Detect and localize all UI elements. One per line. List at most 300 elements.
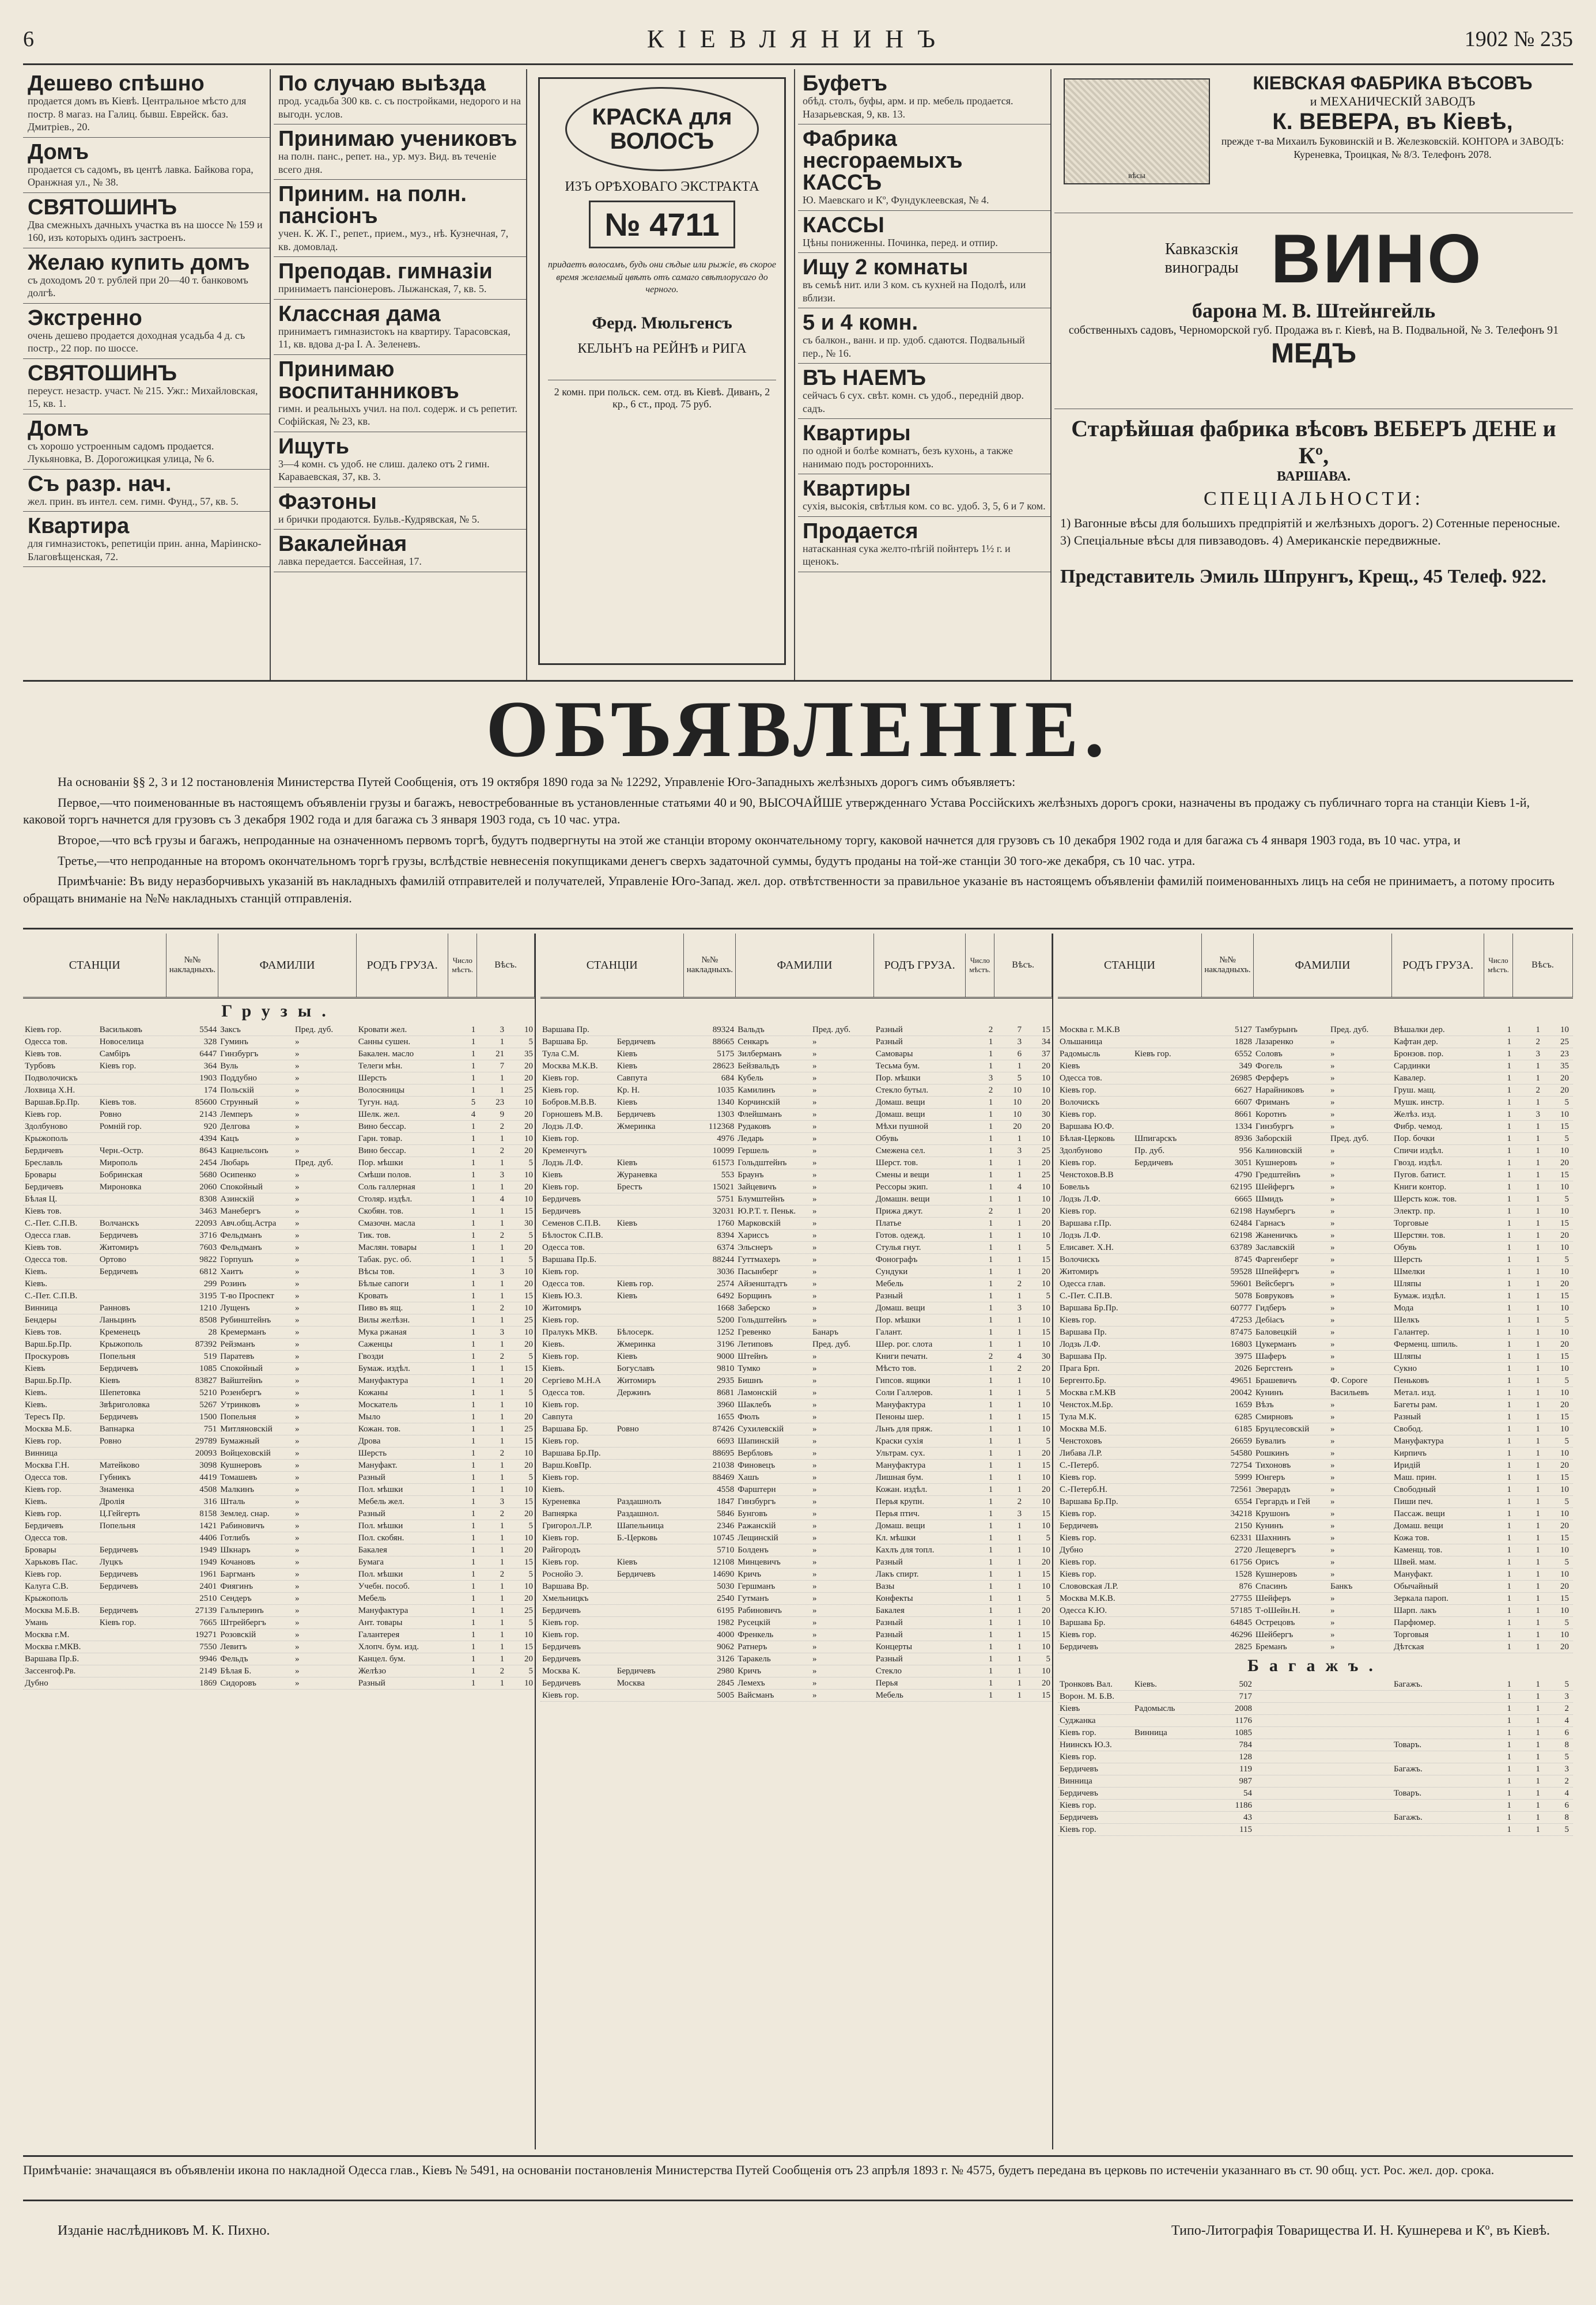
receiver: » <box>812 1146 817 1155</box>
weight-pud: 1 <box>500 1279 505 1288</box>
receiver: Пред. дуб. <box>812 1025 851 1034</box>
weight-funt: 5 <box>528 1388 533 1397</box>
weight-funt: 10 <box>1041 1316 1050 1325</box>
ad-text: гимн. и реальныхъ учил. на пол. содерж. и съ репетит. Софійская, № 23, кв. <box>278 402 517 427</box>
table-row <box>23 1641 535 1653</box>
receiver: » <box>294 1654 300 1664</box>
table-row <box>1058 1751 1573 1763</box>
scales-sub: и МЕХАНИЧЕСКІЙ ЗАВОДЪ <box>1310 94 1476 108</box>
weight-pud: 1 <box>500 1243 505 1252</box>
places-count: 1 <box>988 1061 993 1071</box>
table-row <box>23 1460 535 1472</box>
station-destination <box>1133 1629 1202 1641</box>
sender: Кочановъ <box>220 1558 255 1567</box>
ad-item <box>798 419 1050 474</box>
waybill-number: 5999 <box>1235 1473 1252 1482</box>
places-count: 1 <box>471 1146 476 1155</box>
printer: Типо-Литографія Товарищества И. Н. Кушнерева и Кº, въ Кіевѣ. <box>1171 2223 1550 2238</box>
sender: Польскій <box>220 1086 254 1095</box>
waybill-number: 1210 <box>199 1303 217 1313</box>
cargo-type: Перья крупн. <box>875 1497 925 1506</box>
weight-funt: 2 <box>1564 1704 1569 1713</box>
weight-pud: 1 <box>1017 1158 1022 1167</box>
weight-pud: 1 <box>1536 1316 1540 1325</box>
table-row <box>23 1072 535 1085</box>
weight-pud: 1 <box>1017 1618 1022 1627</box>
waybill-number: 2060 <box>199 1182 217 1192</box>
table-row <box>540 1423 1052 1435</box>
receiver: » <box>1330 1533 1335 1543</box>
places-count: 1 <box>471 1497 476 1506</box>
weight-pud: 2 <box>500 1303 505 1313</box>
station-destination: Бердичевъ <box>99 1412 138 1422</box>
places-count: 1 <box>988 1170 993 1180</box>
weight-pud: 1 <box>1536 1388 1540 1397</box>
weight-funt: 25 <box>524 1316 533 1325</box>
weight-pud: 1 <box>1536 1582 1540 1591</box>
station-departure: Кіевъ гор. <box>1060 1630 1096 1639</box>
station-destination <box>1133 1641 1202 1653</box>
station-destination: Вапнарка <box>99 1424 135 1434</box>
station-departure: Винница <box>25 1303 58 1313</box>
station-departure: Савпута <box>542 1412 573 1422</box>
waybill-number: 9822 <box>199 1255 217 1264</box>
sender: Заборскій <box>1255 1134 1292 1143</box>
cargo-type: Обувь <box>875 1134 899 1143</box>
sender: Вальдъ <box>738 1025 765 1034</box>
announcement-p2: Первое,—что поименованные въ настоящемъ объявленіи грузы и багажъ, невостребованные въ установленные статьями 40 и 90, ВЫСОЧАЙШЕ утвержденнаго Устава Россійскихъ желѣзныхъ дорогъ сроки, назначены въ продажу съ публичнаго торга на станціи Кіевъ 1-й, каковой торгъ начнется для грузовъ съ 3 декабря 1902 года и для багажа съ 3 января 1903 года, съ 10 час. утра. <box>23 795 1530 827</box>
table-row <box>23 1556 535 1569</box>
weight-funt: 5 <box>528 1473 533 1482</box>
honey: МЕДЪ <box>1271 338 1356 369</box>
station-departure: Умань <box>25 1618 48 1627</box>
weight-pud: 1 <box>500 1376 505 1385</box>
weight-funt: 10 <box>524 1134 533 1143</box>
ads-column-3 <box>530 69 795 680</box>
places-count: 1 <box>1507 1412 1511 1422</box>
places-count: 1 <box>1507 1424 1511 1434</box>
station-destination <box>615 1230 684 1241</box>
table-row <box>23 1339 535 1351</box>
sender: Гольдштейнъ <box>738 1158 787 1167</box>
waybill-number: 1085 <box>1235 1728 1252 1737</box>
weight-pud: 1 <box>1536 1207 1540 1216</box>
receiver: » <box>812 1110 817 1119</box>
receiver: » <box>1330 1412 1335 1422</box>
waybill-number: 1421 <box>199 1521 217 1531</box>
waybill-number: 64845 <box>1230 1618 1252 1627</box>
header-cargo: РОДЪ ГРУЗА. <box>1392 934 1484 997</box>
weight-pud: 1 <box>500 1207 505 1216</box>
places-count: 1 <box>471 1654 476 1664</box>
places-count: 1 <box>988 1340 993 1349</box>
weight-pud: 1 <box>1536 1449 1540 1458</box>
places-count: 1 <box>471 1243 476 1252</box>
station-departure: Бердичевъ <box>542 1207 581 1216</box>
announcement-p1: На основаніи §§ 2, 3 и 12 постановленія Министерства Путей Сообщенія, отъ 19 октября 1890 года за № 12292, Управленіе Юго-Западныхъ желѣзныхъ дорогъ симъ объявляетъ: <box>58 774 1016 789</box>
cargo-type: Учебн. пособ. <box>358 1582 410 1591</box>
ad-item <box>23 69 270 138</box>
issue-number: 1902 № 235 <box>1464 27 1573 51</box>
weight-funt: 25 <box>1041 1146 1050 1155</box>
waybill-number: 4406 <box>199 1533 217 1543</box>
weight-pud: 1 <box>1017 1231 1022 1240</box>
station-departure: Бердичевъ <box>542 1679 581 1688</box>
station-departure: Бреславль <box>25 1158 63 1167</box>
waybill-number: 364 <box>203 1061 217 1071</box>
station-departure: Бердичевъ <box>542 1195 581 1204</box>
weight-pud: 1 <box>1536 1789 1540 1798</box>
weight-funt: 15 <box>1041 1570 1050 1579</box>
places-count: 1 <box>1507 1642 1511 1652</box>
sender: Кунинъ <box>1255 1388 1284 1397</box>
weight-funt: 20 <box>524 1074 533 1083</box>
waybill-number: 54580 <box>1230 1449 1252 1458</box>
weight-pud: 10 <box>1013 1086 1022 1095</box>
page-number: 6 <box>23 27 34 51</box>
table-row <box>540 1314 1052 1327</box>
places-count: 1 <box>1507 1546 1511 1555</box>
waybill-number: 5544 <box>199 1025 217 1034</box>
places-count: 1 <box>1507 1473 1511 1482</box>
table-row <box>540 1532 1052 1544</box>
weight-funt: 10 <box>524 1195 533 1204</box>
weight-pud: 1 <box>500 1340 505 1349</box>
sender: Азинскій <box>220 1195 255 1204</box>
places-count: 1 <box>1507 1255 1511 1264</box>
places-count: 1 <box>1507 1049 1511 1059</box>
waybill-number: 3126 <box>717 1654 735 1664</box>
weight-funt: 10 <box>1041 1642 1050 1652</box>
sender: Камилинъ <box>738 1086 776 1095</box>
station-departure: Вапнярка <box>542 1509 577 1518</box>
places-count: 1 <box>1507 1497 1511 1506</box>
header-cargo: РОДЪ ГРУЗА. <box>874 934 966 997</box>
cargo-type: Разный <box>1394 1412 1421 1422</box>
receiver: » <box>1330 1074 1335 1083</box>
weight-pud: 2 <box>500 1146 505 1155</box>
cargo-type: Мебель <box>875 1279 903 1288</box>
table-row <box>1058 1788 1573 1800</box>
weight-pud: 1 <box>500 1533 505 1543</box>
table-row <box>1058 1399 1573 1411</box>
weight-funt: 15 <box>524 1642 533 1652</box>
cargo-type: Шерсть <box>358 1449 387 1458</box>
receiver: » <box>1330 1182 1335 1192</box>
ad-text: прод. усадьба 300 кв. с. съ постройками, недорого и на выгодн. услов. <box>278 95 521 120</box>
receiver: » <box>812 1618 817 1627</box>
table-row <box>1058 1242 1573 1254</box>
station-departure: Москва г.М. <box>25 1630 70 1639</box>
sender <box>1254 1703 1329 1714</box>
receiver: » <box>1330 1352 1335 1361</box>
station-departure: Волочискъ <box>1060 1255 1100 1264</box>
weight-funt: 10 <box>1041 1497 1050 1506</box>
places-count: 1 <box>1507 1461 1511 1470</box>
receiver: » <box>1330 1316 1335 1325</box>
receiver: » <box>294 1231 300 1240</box>
station-departure: Варшав.Бр.Пр. <box>25 1098 80 1107</box>
station-departure: Елисавет. Х.Н. <box>1060 1243 1114 1252</box>
weight-pud: 1 <box>500 1654 505 1664</box>
waybill-number: 1655 <box>717 1412 735 1422</box>
cargo-type: Багажъ. <box>1394 1680 1423 1689</box>
table-row <box>1058 1727 1573 1739</box>
receiver: » <box>294 1521 300 1531</box>
cargo-type: Волосяницы <box>358 1086 405 1095</box>
places-count: 1 <box>988 1679 993 1688</box>
ad-text: на полн. панс., репет. на., ур. муз. Вид. въ теченіе всего дня. <box>278 150 497 175</box>
receiver: » <box>812 1170 817 1180</box>
sender: Шапинскій <box>738 1437 780 1446</box>
weight-pud: 1 <box>500 1437 505 1446</box>
ad-text: учен. К. Ж. Г., репет., прием., муз., нѣ. Кузнечная, 7, кв. домовлад. <box>278 228 509 252</box>
places-count: 1 <box>1507 1680 1511 1689</box>
weight-pud: 1 <box>1017 1255 1022 1264</box>
places-count: 1 <box>471 1424 476 1434</box>
station-destination <box>1133 1218 1202 1229</box>
station-departure: Москва М.Б. <box>25 1424 72 1434</box>
weight-pud: 1 <box>500 1473 505 1482</box>
weight-funt: 20 <box>524 1122 533 1131</box>
station-departure: Кіевъ. <box>25 1400 48 1410</box>
weight-pud: 6 <box>1017 1049 1022 1059</box>
waybill-number: 6447 <box>199 1049 217 1059</box>
station-destination: Кіевъ <box>617 1158 637 1167</box>
waybill-number: 5078 <box>1235 1291 1252 1301</box>
waybill-number: 6812 <box>199 1267 217 1276</box>
cargo-type: Груш. мащ. <box>1394 1086 1436 1095</box>
table-row <box>1058 1387 1573 1399</box>
table-row <box>1058 1496 1573 1508</box>
table-row <box>1058 1048 1573 1060</box>
cargo-type: Мануфактура <box>1394 1437 1444 1446</box>
table-row <box>1058 1181 1573 1193</box>
waybill-number: 43 <box>1243 1813 1252 1822</box>
receiver: » <box>812 1437 817 1446</box>
station-destination: Раздашнолъ <box>617 1497 661 1506</box>
receiver: » <box>294 1400 300 1410</box>
ad-item <box>23 359 270 414</box>
station-departure: Москва г. М.К.В <box>1060 1025 1120 1034</box>
sender: Гинзбургъ <box>1255 1122 1294 1131</box>
cargo-type: Шерсть кож. тов. <box>1394 1195 1457 1204</box>
cargo-type: Мебель <box>875 1691 903 1700</box>
sender: Шталь <box>220 1497 245 1506</box>
receiver: » <box>1330 1170 1335 1180</box>
waybill-number: 1961 <box>199 1570 217 1579</box>
weight-pud: 1 <box>1536 1279 1540 1288</box>
station-departure: Москва М.К.В. <box>542 1061 598 1071</box>
receiver: Пред. дуб. <box>294 1158 334 1167</box>
waybill-number: 1659 <box>1235 1400 1252 1410</box>
weight-pud: 1 <box>1536 1437 1540 1446</box>
weight-funt: 15 <box>1560 1352 1569 1361</box>
sender: Ферферъ <box>1255 1074 1289 1083</box>
receiver: » <box>1330 1509 1335 1518</box>
waybill-number: 112368 <box>708 1122 735 1131</box>
waybill-number: 5710 <box>717 1546 735 1555</box>
waybill-number: 2540 <box>717 1594 735 1603</box>
places-count: 1 <box>988 1231 993 1240</box>
weight-funt: 5 <box>1564 1134 1569 1143</box>
table-row <box>23 1036 535 1048</box>
receiver: » <box>1330 1219 1335 1228</box>
station-departure: Райгородъ <box>542 1546 581 1555</box>
waybill-number: 5210 <box>199 1388 217 1397</box>
station-departure: Варшава Пр.Б. <box>25 1654 80 1664</box>
table-row <box>540 1411 1052 1423</box>
receiver: » <box>294 1546 300 1555</box>
receiver: » <box>294 1255 300 1264</box>
station-destination: Кіевъ гор. <box>1134 1049 1171 1059</box>
cargo-type: Мушк. инстр. <box>1394 1098 1444 1107</box>
places-count: 1 <box>471 1303 476 1313</box>
spacer <box>540 999 1052 1024</box>
places-count: 1 <box>471 1485 476 1494</box>
ad-text: Цѣны пониженны. Починка, перед. и отпир. <box>803 236 998 248</box>
receiver: » <box>812 1098 817 1107</box>
station-destination <box>98 1193 167 1205</box>
weight-funt: 5 <box>1046 1291 1050 1301</box>
table-rows <box>1058 1024 1573 1653</box>
sender: Сенкаръ <box>738 1037 769 1046</box>
receiver: » <box>1330 1328 1335 1337</box>
table-row <box>23 1593 535 1605</box>
table-row <box>540 1302 1052 1314</box>
table-row <box>1058 1206 1573 1218</box>
weight-funt: 20 <box>524 1110 533 1119</box>
cargo-type: Мода <box>1394 1303 1414 1313</box>
weight-pud: 1 <box>1536 1061 1540 1071</box>
ad-text: съ доходомъ 20 т. рублей при 20—40 т. банковомъ долгѣ. <box>28 274 248 298</box>
receiver: » <box>812 1521 817 1531</box>
sender <box>1254 1691 1329 1702</box>
receiver: » <box>812 1122 817 1131</box>
sender: Гредштейнъ <box>1255 1170 1300 1180</box>
receiver: » <box>1330 1195 1335 1204</box>
weight-pud: 1 <box>1536 1485 1540 1494</box>
sender: Острецовъ <box>1255 1618 1295 1627</box>
table-row <box>23 1363 535 1375</box>
weight-funt: 20 <box>1560 1074 1569 1083</box>
table-row <box>23 1484 535 1496</box>
weight-funt: 15 <box>524 1437 533 1446</box>
station-departure: Подволочискъ <box>25 1074 78 1083</box>
receiver: » <box>1330 1303 1335 1313</box>
weight-funt: 10 <box>1041 1546 1050 1555</box>
places-count: 1 <box>471 1267 476 1276</box>
waybill-number: 553 <box>721 1170 735 1180</box>
sender: Штейнъ <box>738 1352 768 1361</box>
receiver: » <box>1330 1061 1335 1071</box>
places-count: 1 <box>1507 1243 1511 1252</box>
waybill-number: 5030 <box>717 1582 735 1591</box>
weight-pud: 21 <box>496 1049 505 1059</box>
waybill-number: 8661 <box>1235 1110 1252 1119</box>
places-count: 1 <box>988 1243 993 1252</box>
weight-pud: 1 <box>1017 1485 1022 1494</box>
table-row <box>23 1411 535 1423</box>
sender: Баргманъ <box>220 1570 255 1579</box>
receiver: Банкъ <box>1330 1582 1353 1591</box>
weight-funt: 15 <box>1041 1025 1050 1034</box>
weight-pud: 1 <box>1536 1219 1540 1228</box>
table-row <box>23 1399 535 1411</box>
table-row <box>1058 1036 1573 1048</box>
sender <box>1254 1824 1329 1835</box>
places-count: 1 <box>988 1291 993 1301</box>
header-cargo: РОДЪ ГРУЗА. <box>357 934 449 997</box>
sender: Хариссъ <box>738 1231 769 1240</box>
header-weight: Вѣсъ. <box>994 934 1052 997</box>
table-row <box>540 1339 1052 1351</box>
waybill-number: 12108 <box>712 1558 735 1567</box>
waybill-number: 8681 <box>717 1388 735 1397</box>
receiver: » <box>812 1316 817 1325</box>
station-departure: Бердичевъ <box>25 1146 63 1155</box>
cargo-type: Шерсть <box>358 1074 387 1083</box>
table-row <box>23 1254 535 1266</box>
table-rows <box>540 1024 1052 1702</box>
receiver: » <box>812 1679 817 1688</box>
weight-pud: 1 <box>500 1642 505 1652</box>
station-destination <box>1133 1605 1202 1616</box>
weight-funt: 15 <box>1560 1170 1569 1180</box>
waybill-number: 29789 <box>195 1437 217 1446</box>
weight-funt: 15 <box>524 1497 533 1506</box>
receiver: » <box>812 1231 817 1240</box>
station-destination <box>1133 1339 1202 1350</box>
weight-funt: 20 <box>1041 1267 1050 1276</box>
waybill-number: 60777 <box>1230 1303 1252 1313</box>
station-departure: Кіевъ гор. <box>542 1267 579 1276</box>
places-count: 1 <box>1507 1195 1511 1204</box>
table-row <box>540 1569 1052 1581</box>
station-destination: Б.-Церковь <box>617 1533 658 1543</box>
sender: Кушнеровъ <box>1255 1158 1298 1167</box>
station-departure: Ворон. М. Б.В. <box>1060 1692 1114 1701</box>
table-row <box>23 1605 535 1617</box>
table-row <box>1058 1423 1573 1435</box>
station-departure: Москва К. <box>542 1667 580 1676</box>
weight-pud: 1 <box>1017 1195 1022 1204</box>
sender: Фюлъ <box>738 1412 760 1422</box>
ad-text: лавка передается. Бассейная, 17. <box>278 556 422 567</box>
station-departure: Кіевъ. <box>25 1388 48 1397</box>
ad-item <box>798 474 1050 517</box>
station-destination <box>1133 1800 1202 1811</box>
table-row <box>23 1121 535 1133</box>
sender: Гуминъ <box>220 1037 248 1046</box>
table-row <box>1058 1314 1573 1327</box>
cargo-type: Бакален. масло <box>358 1049 414 1059</box>
station-departure: Крыжополь <box>25 1134 68 1143</box>
table-row <box>540 1484 1052 1496</box>
station-departure: Крыжополь <box>25 1594 68 1603</box>
sender: Калиновскій <box>1255 1146 1302 1155</box>
weight-pud: 1 <box>500 1412 505 1422</box>
table-row <box>540 1399 1052 1411</box>
weight-funt: 10 <box>1560 1328 1569 1337</box>
receiver: » <box>1330 1231 1335 1240</box>
station-departure: Кіевъ гор. <box>1060 1728 1096 1737</box>
station-destination <box>615 1206 684 1217</box>
weight-funt: 10 <box>1041 1473 1050 1482</box>
sender <box>1254 1763 1329 1775</box>
station-departure: Здолбуново <box>25 1122 68 1131</box>
cargo-type: Разный <box>358 1679 385 1688</box>
